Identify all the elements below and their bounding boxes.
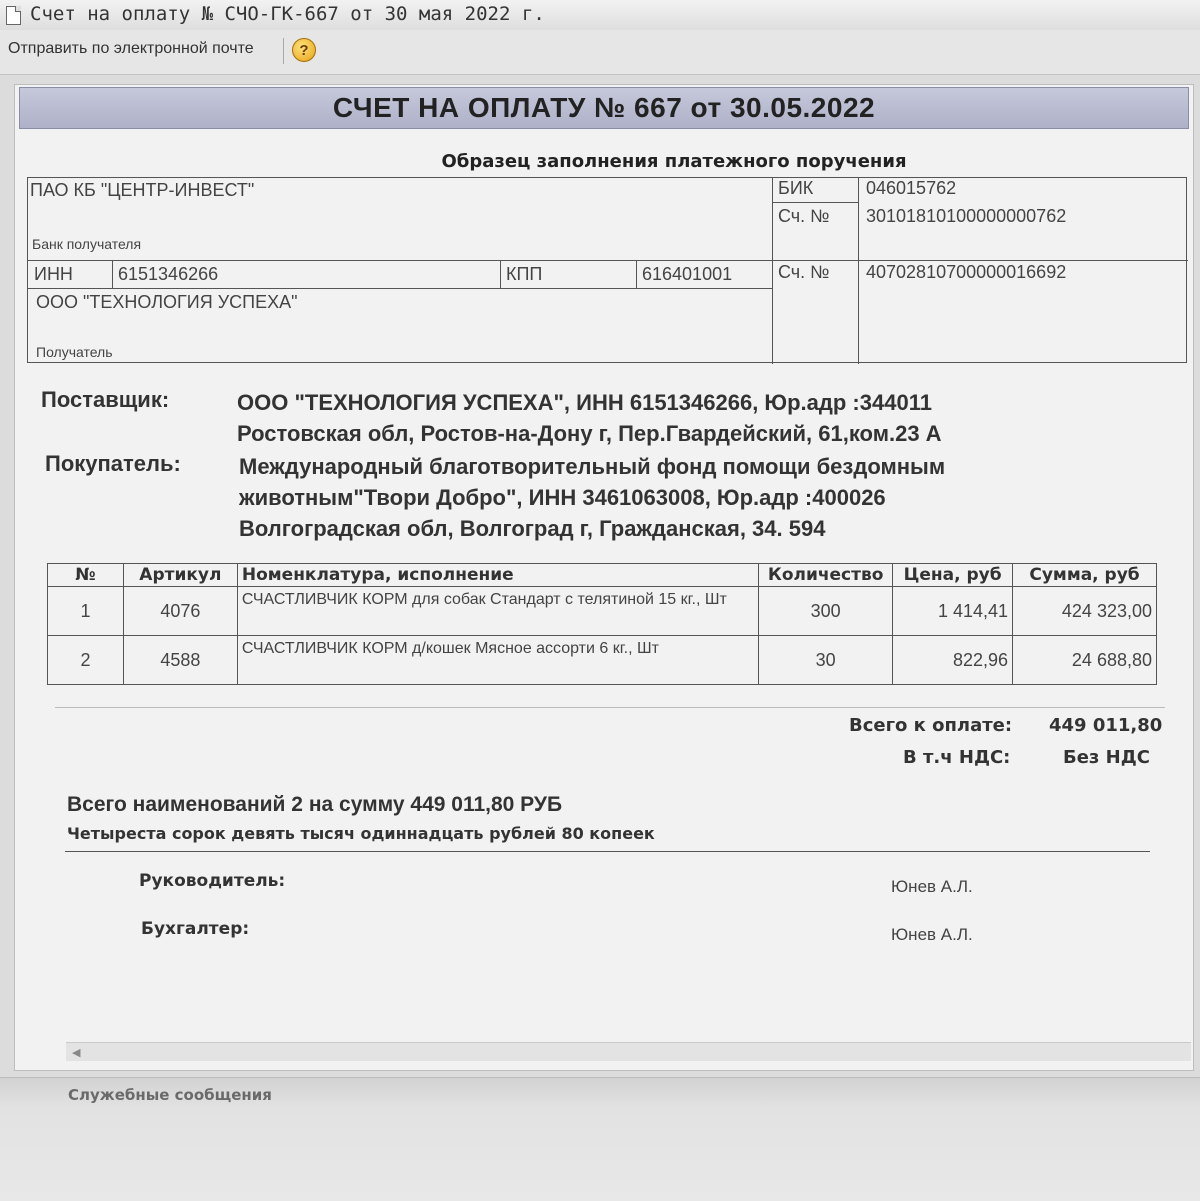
item-name-cell: СЧАСТЛИВЧИК КОРМ для собак Стандарт с телятиной 15 кг., Шт: [237, 587, 758, 636]
inn-label: ИНН: [34, 264, 73, 284]
amount-in-words: Четыреста сорок девять тысяч одиннадцать рублей 80 копеек: [67, 824, 655, 843]
buyer-label: Покупатель:: [45, 451, 181, 476]
buyer-line: Международный благотворительный фонд помощи бездомным: [239, 454, 946, 479]
account-label: Сч. №: [778, 262, 830, 282]
bik-value: 046015762: [866, 178, 957, 198]
divider: [772, 202, 858, 203]
scroll-left-icon[interactable]: ◀: [72, 1047, 81, 1059]
divider: [636, 260, 637, 288]
items-summary: Всего наименований 2 на сумму 449 011,80 РУБ: [67, 793, 563, 816]
inn-value: 6151346266: [118, 264, 219, 284]
sum-cell: 424 323,00: [1013, 587, 1157, 636]
supplier-label: Поставщик:: [41, 387, 170, 412]
invoice-header: [19, 87, 1189, 129]
send-email-button[interactable]: Отправить по электронной почте: [4, 40, 258, 58]
totals-divider: [55, 707, 1165, 708]
toolbar-separator: [283, 38, 284, 64]
column-header: Количество: [759, 564, 893, 587]
divider: [772, 178, 773, 364]
recipient-name: ООО "ТЕХНОЛОГИЯ УСПЕХА": [36, 292, 298, 312]
kpp-value: 616401001: [642, 264, 733, 284]
director-name: Юнев А.Л.: [891, 877, 973, 896]
buyer-line: Волгоградская обл, Волгоград г, Гражданская, 34. 594: [239, 516, 826, 541]
vat-value: Без НДС: [1063, 747, 1150, 768]
divider: [858, 178, 859, 364]
row-number: 2: [48, 636, 124, 685]
divider: [112, 260, 113, 288]
sum-cell: 24 688,80: [1013, 636, 1157, 685]
document-icon: [6, 6, 21, 25]
table-row: [48, 587, 1157, 636]
article-cell: 4588: [123, 636, 237, 685]
horizontal-scrollbar[interactable]: [66, 1042, 1191, 1061]
supplier-details: [237, 387, 942, 449]
corr-account-label: Сч. №: [778, 206, 830, 226]
supplier-line: ООО "ТЕХНОЛОГИЯ УСПЕХА", ИНН 6151346266, Юр.адр :344011: [237, 390, 932, 415]
column-header: Цена, руб: [893, 564, 1013, 587]
total-value: 449 011,80: [1049, 715, 1163, 736]
divider: [28, 260, 1188, 261]
corr-account-value: 30101810100000000762: [866, 206, 1067, 226]
window-titlebar: [0, 0, 1200, 31]
price-cell: 1 414,41: [893, 587, 1013, 636]
supplier-line: Ростовская обл, Ростов-на-Дону г, Пер.Гвардейский, 61,ком.23 А: [237, 421, 942, 446]
help-icon[interactable]: ?: [292, 38, 316, 62]
buyer-line: животным"Твори Добро", ИНН 3461063008, Юр.адр :400026: [239, 485, 886, 510]
invoice-document: [14, 84, 1194, 1071]
column-header: №: [48, 564, 124, 587]
kpp-label: КПП: [506, 264, 543, 284]
row-number: 1: [48, 587, 124, 636]
total-label: Всего к оплате:: [849, 715, 1013, 736]
bank-name: ПАО КБ "ЦЕНТР-ИНВЕСТ": [30, 180, 255, 200]
invoice-title: СЧЕТ НА ОПЛАТУ № 667 от 30.05.2022: [332, 92, 876, 123]
divider: [28, 288, 772, 289]
buyer-details: [239, 451, 945, 544]
item-name-cell: СЧАСТЛИВЧИК КОРМ д/кошек Мясное ассорти 6 кг., Шт: [237, 636, 758, 685]
messages-panel-title: Служебные сообщения: [68, 1086, 272, 1104]
bank-name-caption: Банк получателя: [32, 236, 142, 252]
window-title: Счет на оплату № СЧО-ГК-667 от 30 мая 2022 г.: [30, 3, 545, 25]
column-header: Артикул: [123, 564, 237, 587]
column-header: Сумма, руб: [1013, 564, 1157, 587]
divider: [500, 260, 501, 288]
bik-label: БИК: [778, 178, 814, 198]
vat-label: В т.ч НДС:: [903, 747, 1011, 768]
payment-sample-caption: Образец заполнения платежного поручения: [441, 151, 907, 172]
price-cell: 822,96: [893, 636, 1013, 685]
director-label: Руководитель:: [139, 871, 286, 891]
table-row: [48, 636, 1157, 685]
account-value: 40702810700000016692: [866, 262, 1067, 282]
column-header: Номенклатура, исполнение: [237, 564, 758, 587]
table-header-row: [48, 564, 1157, 587]
quantity-cell: 30: [759, 636, 893, 685]
accountant-label: Бухгалтер:: [141, 919, 250, 939]
words-underline: [65, 851, 1150, 852]
items-table: [47, 563, 1157, 685]
article-cell: 4076: [123, 587, 237, 636]
toolbar: [0, 30, 1200, 75]
recipient-caption: Получатель: [36, 344, 113, 360]
bank-details-box: [27, 177, 1187, 363]
messages-panel: [0, 1077, 1200, 1201]
accountant-name: Юнев А.Л.: [891, 925, 973, 944]
quantity-cell: 300: [759, 587, 893, 636]
